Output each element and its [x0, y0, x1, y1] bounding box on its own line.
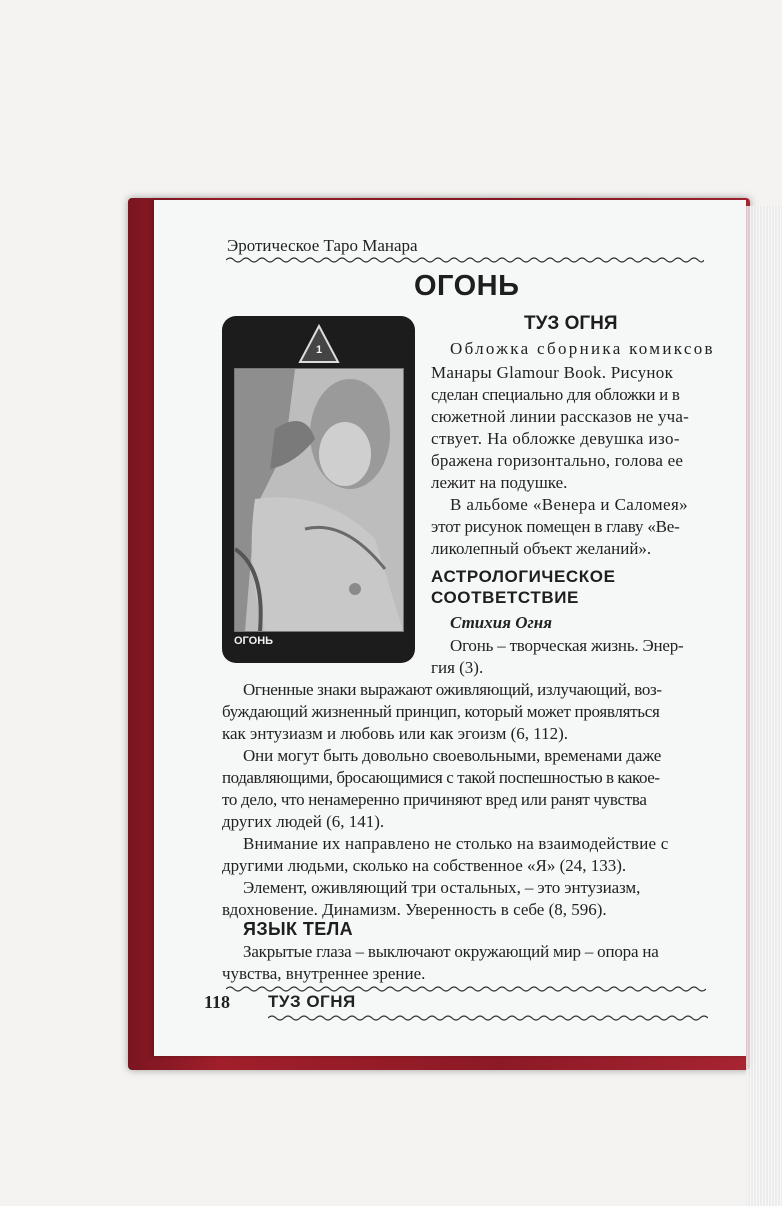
footer-title: ТУЗ ОГНЯ — [268, 992, 356, 1011]
body-line: подавляющими, бросающимися с такой поспешностью в какое- — [222, 768, 660, 787]
body-line: Элемент, оживляющий три остальных, – это энтузиазм, — [243, 878, 641, 897]
album-line: этот рисунок помещен в главу «Ве- — [431, 517, 680, 536]
body-line: вдохновение. Динамизм. Уверенность в себе (8, 596). — [222, 900, 607, 919]
running-header: Эротическое Таро Манара — [227, 236, 418, 255]
album-line: В альбоме «Венера и Саломея» — [450, 495, 689, 514]
astro-line: Огонь – творческая жизнь. Энер- — [450, 636, 684, 655]
astro-line: гия (3). — [431, 658, 484, 677]
body-line: то дело, что ненамеренно причиняют вред или ранят чувства — [222, 790, 647, 809]
intro-line: сделан специально для обложки и в — [431, 385, 680, 404]
card-heading: ТУЗ ОГНЯ — [524, 313, 618, 334]
body-line: другими людьми, сколько на собственное «Я» (24, 133). — [222, 856, 627, 875]
intro-line: Обложка сборника комиксов — [450, 339, 715, 358]
body-line: Внимание их направлено не столько на взаимодействие с — [243, 834, 669, 853]
astro-heading: СООТВЕТСТВИЕ — [431, 588, 579, 607]
card-illustration — [234, 368, 404, 632]
footer-wavy-rule-bottom — [268, 1013, 708, 1023]
album-line: ликолепный объект желаний». — [431, 539, 652, 558]
page-number: 118 — [204, 992, 231, 1012]
body-language-line: Закрытые глаза – выключают окружающий мир – опора на — [243, 942, 659, 961]
body-line: как энтузиазм и любовь или как эгоизм (6, 112). — [222, 724, 569, 743]
page-stack-edge — [746, 206, 782, 1206]
intro-line: ствует. На обложке девушка изо- — [431, 429, 680, 448]
intro-line: Манары Glamour Book. Рисунок — [431, 363, 674, 382]
body-line: буждающий жизненный принцип, который может проявляться — [222, 702, 660, 721]
intro-line: сюжетной линии рассказов не уча- — [431, 407, 690, 426]
intro-line: бражена горизонтально, голова ее — [431, 451, 684, 470]
intro-line: лежит на подушке. — [431, 473, 568, 492]
illustration-figure — [235, 369, 403, 631]
body-language-heading: ЯЗЫК ТЕЛА — [243, 919, 354, 939]
card-number: 1 — [316, 344, 323, 356]
header-wavy-rule — [226, 254, 704, 266]
body-line: Они могут быть довольно своевольными, временами даже — [243, 746, 662, 765]
body-line: других людей (6, 141). — [222, 812, 385, 831]
body-line: Огненные знаки выражают оживляющий, излучающий, воз- — [243, 680, 662, 699]
card-label: ОГОНЬ — [234, 635, 274, 647]
body-language-line: чувства, внутреннее зрение. — [222, 964, 426, 983]
section-title: ОГОНЬ — [414, 270, 520, 302]
astro-heading: АСТРОЛОГИЧЕСКОЕ — [431, 567, 616, 586]
astro-subheading: Стихия Огня — [450, 613, 552, 632]
tarot-card-image — [222, 316, 415, 663]
